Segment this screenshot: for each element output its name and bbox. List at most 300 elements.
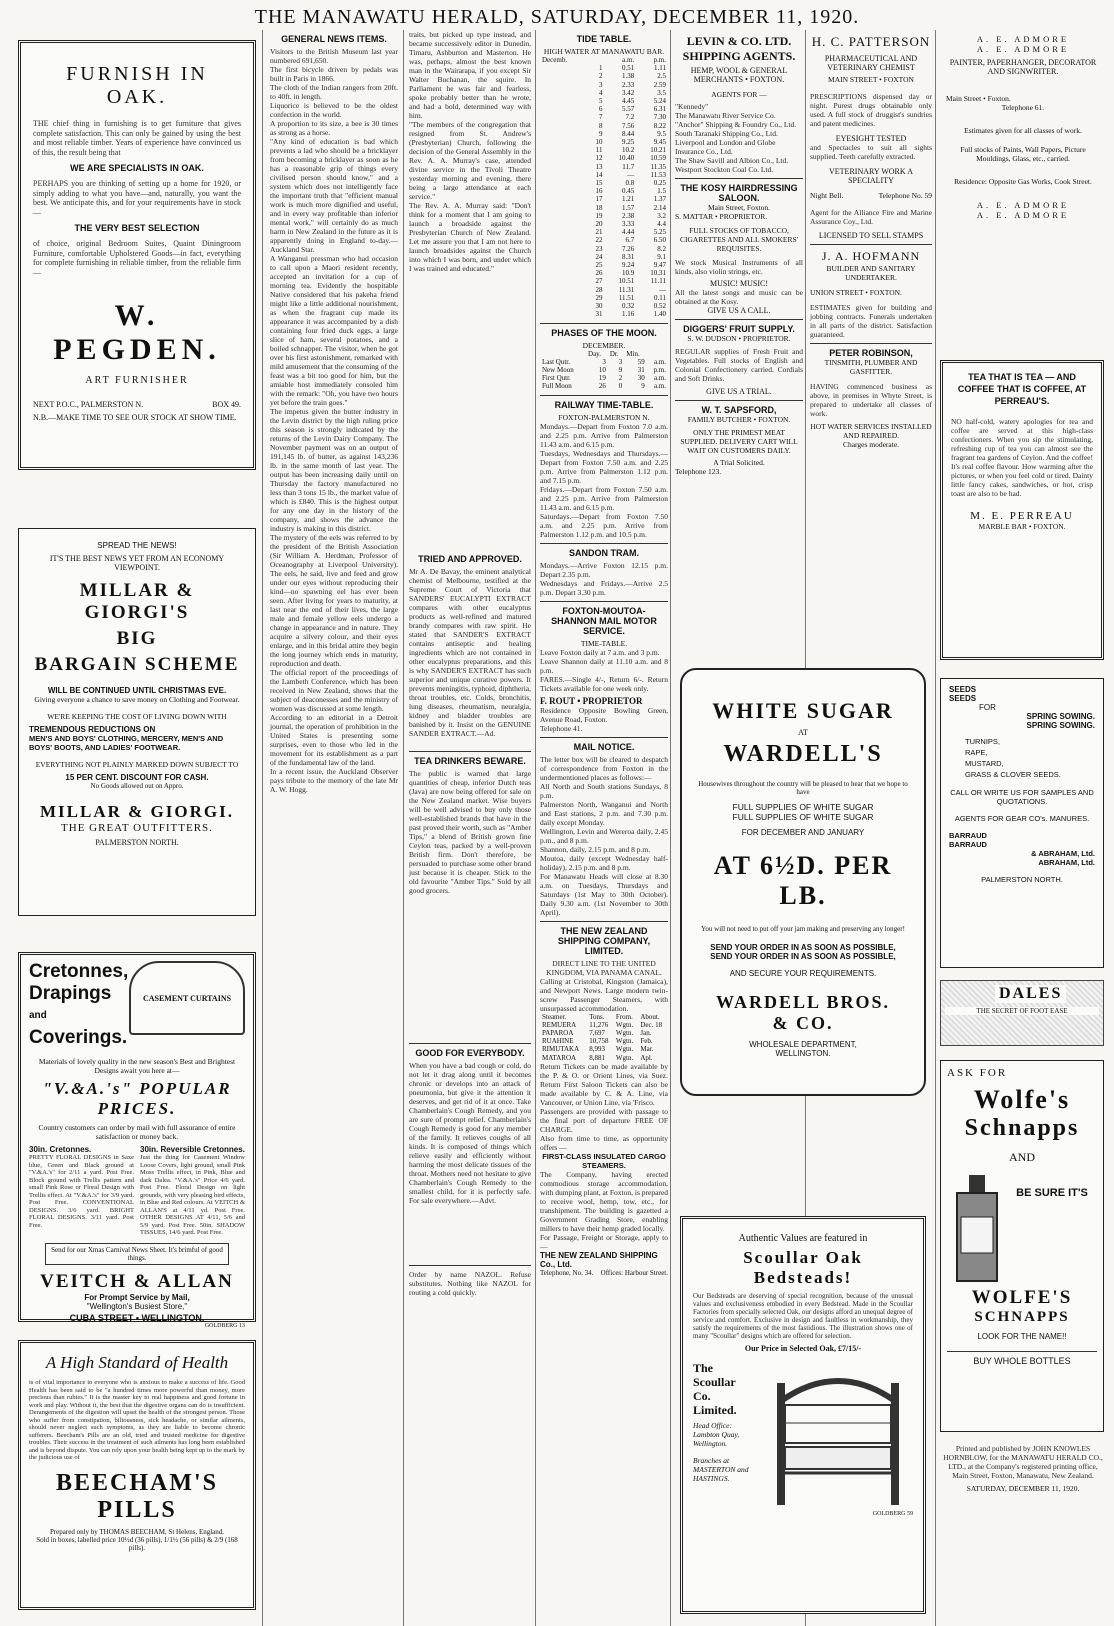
patterson-sub: PHARMACEUTICAL AND VETERINARY CHEMIST <box>824 54 918 72</box>
wardell-town: WELLINGTON. <box>775 1049 831 1058</box>
tide-day: 8 <box>598 121 603 130</box>
moon-cell: a.m. <box>653 382 666 391</box>
tide-am: 0.51 <box>621 64 635 73</box>
levin-agents: AGENTS FOR — <box>711 90 767 99</box>
tide-am: 0.45 <box>621 187 635 196</box>
tide-am: 1.57 <box>621 203 635 212</box>
admore-tel: Telephone 61. <box>1001 103 1045 112</box>
tide-am: 0.32 <box>621 302 635 311</box>
seeds-list: TURNIPS, RAPE, MUSTARD, GRASS & CLOVER SEEDS. <box>965 737 1061 779</box>
veitch-materials: Materials of lovely quality in the new season's Best and Brightest Designs await you here at— <box>38 1057 236 1075</box>
tide-am: 4.45 <box>621 97 635 106</box>
moon-cell: First Qutr. <box>542 374 571 383</box>
kosy-call: GIVE US A CALL. <box>707 306 771 315</box>
scoullar-body: Our Bedsteads are deserving of special recognition, because of the unusual values and exclusiveness embodied in every Bedstead. Made in the Scoullar Factories from specially selected Oak, our designs afford an unequal degree of service and comfort. Exclusive in design and faultless in workmanship, they satisfy the requirements of the most fastidious. The illustration shows one of many "Scoullar" designs which are offered for selection. <box>693 1292 915 1340</box>
tide-pm: 1.11 <box>654 64 666 73</box>
kosy-latest: All the latest songs and music can be obtained at the Kosy. <box>675 288 805 306</box>
veitch-ref: GOLDBERG 13 <box>204 1322 245 1329</box>
moon-row <box>540 366 668 374</box>
moon-cell: 31 <box>637 365 645 374</box>
ship-row <box>540 1054 668 1062</box>
tide-pm: 1.40 <box>653 310 666 319</box>
scoullar-company-block <box>693 1361 755 1511</box>
tide-row <box>540 245 668 253</box>
tide-day: 4 <box>598 88 603 97</box>
patterson-licensed: LICENSED TO SELL STAMPS <box>818 231 924 240</box>
millar-appro: No Goods allowed out on Appro. <box>90 782 184 790</box>
tide-pm: 6.31 <box>653 105 666 114</box>
tide-row <box>540 163 668 171</box>
kosy-address: Main Street, Foxton. <box>707 203 771 212</box>
mail-body: The letter box will be cleared to despatch of correspondence from Foxton in the undermentioned places as follows:— All North and South stations Sundays, 8 p.m. Palmerston North, Wanganui and North and East stations, 2 p.m. and 7.30 p.m. daily except Monday. Wellington, Levin and Wereroa daily, 2.45 p.m., and 8 p.m. Shannon, daily, 2.15 p.m. and 8 p.m. Moutoa, daily (except Wednesday half-holiday), 2.15 p.m. and 8 p.m. For Manawatu Heads will close at 8.30 a.m. on Tuesdays, Thursdays and Saturdays (1st May to 30th October). Daily 9.30 a.m. (1st November to 30th April). <box>540 754 668 917</box>
pegden-best-selection: THE VERY BEST SELECTION <box>74 223 200 233</box>
tide-spacer <box>540 171 587 179</box>
beecham-title: A High Standard of Health <box>45 1353 229 1372</box>
pegden-body: THE chief thing in furnishing is to get furniture that gives complete satisfaction. This can only be gained by using the best and most reliable timber. Years of experience have convinced us of this, the result being that <box>33 119 241 157</box>
tide-am: 5.57 <box>621 105 635 114</box>
wolfe-buy: BUY WHOLE BOTTLES <box>947 1351 1097 1366</box>
sapsford-title: W. T. SAPSFORD, <box>701 405 777 415</box>
tide-spacer <box>540 97 587 105</box>
tide-spacer <box>540 310 587 318</box>
veitch-busiest: "Wellington's Busiest Store," <box>86 1301 188 1311</box>
tea-title: TEA DRINKERS BEWARE. <box>414 756 526 766</box>
tide-row <box>540 277 668 285</box>
veitch-col-text: PRETTY FLORAL DESIGNS in Saxe blue, Green and Black ground at "V.&A.'s" for 2/11 a yard. Post Free. Block ground with Trellis pattern and small Pink Rose or Floral Design with Trellis effect. At "V.&A.'s" for 3/9 yard. Post Free. CONVENTIONAL DESIGNS. 3/6 yard. BRIGHT FLORAL DESIGNS. 3/11 yard. Post Free. <box>29 1154 136 1229</box>
ship-cell: Dec. 18 <box>640 1020 663 1029</box>
beecham-body: is of vital importance to everyone who is anxious to make a success of life. Good Health has been said to be "a hundred times more powerful than money, more precious than rubies." It is the master key to real happiness and good fortune in work and play. Without it, the best that the digestive organs can do is insufficient. Derangements of the digestion will upset the health of the strongest person. Those who suffer from constipation, biliousness, sick headache, or similar ailments, should never neglect such symptoms, as they are liable to become chronic sufferers. Beecham's Pills are an old, tried and trusted medicine for digestive troubles. Their success in the treatment of such ailments has long been established and is beyond dispute. You can rely upon your health being kept up to the mark by the judicious use of <box>29 1379 247 1461</box>
tide-am: 7.26 <box>621 244 635 253</box>
railway-sub: FOXTON-PALMERSTON N. <box>558 412 650 422</box>
tide-spacer <box>540 154 587 162</box>
tried-title: TRIED AND APPROVED. <box>418 554 522 564</box>
seeds-spring: SPRING SOWING. <box>1026 721 1095 730</box>
beecham-advert <box>18 1340 256 1610</box>
veitch-name: VEITCH & ALLAN <box>40 1270 234 1292</box>
motor-title: FOXTON-MOUTOA-SHANNON MAIL MOTOR SERVICE. <box>551 605 657 636</box>
millar-headline: BARGAIN SCHEME <box>34 654 240 675</box>
motor-residence: Residence Opposite Bowling Green, Avenue Road, Foxton. <box>540 705 670 724</box>
scoullar-branches: Branches at MASTERTON and HASTINGS. <box>693 1456 749 1483</box>
robinson-hot: HOT WATER SERVICES INSTALLED AND REPAIRED. <box>810 422 932 440</box>
tide-pm: 9.1 <box>657 252 666 261</box>
diggers-title: DIGGERS' FRUIT SUPPLY. <box>683 324 795 334</box>
tide-pm: 9.45 <box>653 138 666 147</box>
admore-full: Full stocks of Paints, Wall Papers, Picture Mouldings, Glass, etc., carried. <box>960 145 1086 163</box>
tide-pm: 6.50 <box>653 236 666 245</box>
tide-pm: 1.37 <box>653 195 666 204</box>
veitch-columns <box>29 1145 245 1237</box>
tide-day: 26 <box>595 269 603 278</box>
tide-pm: 9.47 <box>653 261 666 270</box>
tide-spacer <box>540 163 587 171</box>
tide-am: 2.38 <box>621 211 635 220</box>
wardell-need: You will not need to put off your jam making and preserving any longer! <box>701 925 905 933</box>
moon-cell: 9 <box>641 382 645 391</box>
pegden-trade: ART FURNISHER <box>85 375 189 386</box>
scoullar-intro: Authentic Values are featured in <box>738 1233 868 1244</box>
tide-spacer <box>540 220 587 228</box>
schnapps-bottle-icon <box>947 1173 1007 1283</box>
wolfe-and: AND <box>1009 1150 1035 1164</box>
dales-advert <box>940 980 1104 1046</box>
moon-row <box>540 358 668 366</box>
seeds-for: FOR <box>979 703 996 712</box>
veitch-allan-advert <box>18 952 256 1329</box>
seeds-agents: AGENTS FOR GEAR CO's. MANURES. <box>954 814 1090 823</box>
tide-day: 2 <box>598 72 603 81</box>
tide-row <box>540 81 668 89</box>
shipping-contact <box>540 1269 668 1277</box>
admore-est: Estimates given for all classes of work. <box>964 126 1082 135</box>
tide-day: 16 <box>595 187 603 196</box>
millar-items: MEN'S AND BOYS' CLOTHING, MERCERY, MEN'S AND BOYS' BOOTS, AND LADIES' FOOTWEAR. <box>29 734 224 752</box>
tide-spacer <box>540 195 587 203</box>
tide-day: 19 <box>595 211 603 220</box>
moon-hr-header: Dr. <box>609 349 619 358</box>
patterson-spect: and Spectacles to suit all sights supplied. Teeth carefully extracted. <box>810 143 934 161</box>
good-title: GOOD FOR EVERYBODY. <box>415 1048 525 1058</box>
tide-spacer <box>540 138 587 146</box>
tide-pm: 3.5 <box>657 88 666 97</box>
tide-spacer <box>540 302 587 310</box>
tide-pm: 8.2 <box>657 244 666 253</box>
tide-pm: 2.59 <box>653 80 666 89</box>
millar-headline: BIG <box>116 628 158 649</box>
beecham-sold: Sold in boxes, labelled price 10½d (36 pills), 1/1½ (56 pills) & 2/9 (168 pills). <box>36 1535 238 1552</box>
column-rule <box>535 30 536 1626</box>
moon-cell: 2 <box>618 374 623 383</box>
column-rule <box>262 30 263 1626</box>
wardell-full: FULL SUPPLIES OF WHITE SUGAR <box>732 802 874 812</box>
tide-spacer <box>540 294 587 302</box>
tide-pm: 3.2 <box>657 211 666 220</box>
shipping-name: THE NEW ZEALAND SHIPPING Co., Ltd. <box>540 1250 658 1269</box>
millar-discount: 15 PER CENT. DISCOUNT FOR CASH. <box>65 773 209 782</box>
tide-am: 11.31 <box>618 285 635 294</box>
tide-row <box>540 286 668 294</box>
robinson-title: PETER ROBINSON, <box>829 348 913 358</box>
seeds-barraud: BARRAUD <box>949 840 987 849</box>
tide-am: 0.8 <box>625 179 635 188</box>
wardell-white: WHITE SUGAR <box>712 698 894 723</box>
pegden-address: NEXT P.O.C., PALMERSTON N. <box>33 400 144 409</box>
tide-am: 8.31 <box>621 252 635 261</box>
tide-spacer <box>540 179 587 187</box>
admore-name: A. E. ADMORE <box>976 44 1070 54</box>
tide-row <box>540 138 668 146</box>
general-news-body: Visitors to the British Museum last year numbered 691,650. The first bicycle driven by pedals was built in Paris in 1866. The cloth of the Indian rangers from 20ft. to 40ft. in length. Liquorice is believed to be the oldest confection in the world. A proportion to its size, a bee is 30 times as strong as a horse. "Any kind of education is bad which prevents a lad who should be a bricklayer from becoming a bricklayer as soon as he has a reasonable grip of things every civilised person should know," and a system which does not intelligently face the important truth that "efficient manual work is much more dignified and useful, and in every way profitable than inferior mental work," will certainly do as much harm in New Zealand in the future as it is apparently doing in England to-day.—Auckland Star. A Wanganui pressman who had occasion to call upon a Maori resident recently, accepted an invitation for a cup of morning tea. Evidently the hospitable Native considered that his pakeha friend might like a little additional nourishment, as when the fragrant cup made its appearance it was accompanied by a dish containing four fried duck eggs, a large slice of ham, several potatoes, and a boiled schnapper. The visitor, when he got over his first astonishment, remarked with mild amusement that the consuming of the feast was a bit too good for him, but the amiable host immediately consoled him with the remark: "Oh, you have two hours yet before the train goes." The impetus given the butter industry in the Levin district by the high ruling price this season is strongly indicated by the returns of the Levin Dairy Company. The November payment was on an output of 191,145 lb. of butter, as against 143,236 lb. in the same month of last year. The output has been increasing daily until on Thursday the factory manufactured no less than 3 tons 15 lb., the market value of which is £840. This is the highest output for any one day in the history of the company, and shows the advance the industry is making in this district. The mystery of the eels was referred to by the president of the British Association (Sir William A. Herdman, Professor of Oceanography at Liverpool University). The eels, he said, live and feed and grow under our eyes without reproducing their kind—no spawning eel has ever been seen. After living for years to maturity, at last near the end of their lives, the large male and female yellow eels undergo a change in appearance and in nature. They acquire a silvery colour, and their eyes enlarge, and in this bridal attire they begin the long journey which ends in maturity, reproduction and death. The official report of the proceedings of the Lambeth Conference, which has been received in New Zealand, shows that the subject of deaconesses and the ministry of women was discussed at some length. According to an editorial in a Detroit journal, the operation of prohibition in the United States is presenting some surprises, even to those who led in the movement for its establishment as a part of the fundamental law of the land. In a recent issue, the Auckland Observer pays tribute to the memory of the late Mr A. W. Hogg. <box>270 47 398 794</box>
news-column-1 <box>270 30 398 1626</box>
tide-row <box>540 204 668 212</box>
tide-day: 25 <box>595 261 603 270</box>
tide-am: 8.44 <box>621 129 635 138</box>
millar-spread: SPREAD THE NEWS! <box>97 541 177 550</box>
seeds-call: CALL OR WRITE US FOR SAMPLES AND QUOTATIONS. <box>950 788 1094 806</box>
tide-day: 23 <box>595 244 603 253</box>
ship-cell: Wgtn. <box>615 1020 634 1029</box>
veitch-street: CUBA STREET • WELLINGTON. <box>69 1312 205 1323</box>
veitch-col-text: Just the thing for Casement Window Loose Covers, light ground, small Pink Moss Trellis effect, in Pink, Blue and dark Dalea. "V.&A.'s" Price 4/6 yard. Post Free. Floral Design on light grounds, with very pleasing bird effects, in Blue and Red colours. At VEITCH & ALLAN'S at 4/11 yd. Post Free. OTHER DESIGNS AT 4/11, 5/6 and 5/9 yard. Post Free. 50in. SHADOW TISSUES, 14/6 yard. Post Free. <box>140 1154 247 1236</box>
tide-day: 31 <box>595 310 603 319</box>
veitch-col-heading: 30in. Cretonnes. <box>29 1145 92 1154</box>
admore-name: A. E. ADMORE <box>976 210 1070 220</box>
wardell-dec: FOR DECEMBER AND JANUARY <box>741 828 865 837</box>
veitch-country: Country customers can order by mail with full assurance of entire satisfaction or money back. <box>38 1123 236 1141</box>
tide-pm: 4.4 <box>657 220 666 229</box>
diggers-body: REGULAR supplies of Fresh Fruit and Vegetables. Full stocks of English and Colonial Confectionery carried. Cordials and Soft Drinks. <box>675 347 805 383</box>
tide-row <box>540 64 668 72</box>
kosy-proprietor: S. MATTAR • PROPRIETOR. <box>675 212 768 221</box>
tide-am: 1.21 <box>621 195 635 204</box>
wardell-price: AT 6½D. PER LB. <box>713 851 893 910</box>
sandon-body: Mondays.—Arrive Foxton 12.15 p.m. Depart 2.35 p.m. Wednesdays and Fridays.—Arrive 2.5 p.m. Depart 3.30 p.m. <box>540 560 668 597</box>
moon-min-header: Min. <box>626 349 640 358</box>
tide-spacer <box>540 72 587 80</box>
scoullar-advert <box>680 1216 926 1614</box>
ship-cell: 8,881 <box>589 1053 605 1062</box>
tide-day: 17 <box>595 195 603 204</box>
ship-cell: RIMUTAKA <box>542 1045 580 1054</box>
beecham-name: BEECHAM'S PILLS <box>55 1469 219 1523</box>
tide-am: 1.38 <box>621 72 635 81</box>
kosy-stock: We stock Musical Instruments of all kinds, also violin strings, etc. <box>675 258 805 276</box>
moon-cell: 0 <box>618 382 623 391</box>
scoullar-head: Head Office: Lambton Quay, Wellington. <box>693 1421 740 1448</box>
tide-row <box>540 302 668 310</box>
right-ads-column <box>940 30 1106 1626</box>
ship-cell: REMUERA <box>542 1020 577 1029</box>
ship-cell: MATAROA <box>542 1053 577 1062</box>
admore-name: A. E. ADMORE <box>976 34 1070 44</box>
tide-pm: — <box>659 285 666 294</box>
ship-row <box>540 1037 668 1045</box>
tide-spacer <box>540 204 587 212</box>
tide-am: 2.33 <box>621 80 635 89</box>
tea-body: The public is warned that large quantities of cheap, inferior Dutch teas (Java) are now being offered for sale on the New Zealand market. Wise buyers will be well advised to buy only those well-established brands that have in the past proved their worth, such as "Amber Tips," a blend of British grown fine Ceylon teas, packed by a well-proven British firm. Don't therefore, be persuaded to purchase some other brand just because it is cheaper. Stick to the old favourite "Amber Tips." Sold by all good grocers. <box>409 769 533 895</box>
seeds-spring: SPRING SOWING. <box>1026 712 1095 721</box>
wardell-whole: WHOLESALE DEPARTMENT, <box>749 1040 857 1049</box>
tide-day: 30 <box>595 302 603 311</box>
pegden-title: FURNISH IN OAK. <box>66 63 208 108</box>
ship-row <box>540 1029 668 1037</box>
tide-row <box>540 130 668 138</box>
scoullar-price: Our Price in Selected Oak, £7/15/- <box>744 1344 862 1353</box>
shipping-return: Return Tickets can be made available by the P. & O. or Orient Lines, via Suez. Return First Saloon Tickets can also be made available by C. & A. Line, via Vancouver, or Union Line, via 'Frisco. Passengers are provided with passage to the final port of departure FREE OF CHARGE. Also from time to time, as opportunity offers — <box>540 1061 668 1152</box>
millar-tag: THE GREAT OUTFITTERS. <box>61 822 213 834</box>
tide-spacer <box>540 146 587 154</box>
moon-cell: 9 <box>618 365 623 374</box>
tide-table <box>540 56 668 319</box>
tide-row <box>540 253 668 261</box>
tide-pm: 1.5 <box>657 187 666 196</box>
hofmann-address: UNION STREET • FOXTON. <box>810 288 902 297</box>
pegden-name: W. PEGDEN. <box>53 299 221 366</box>
wardell-send: SEND YOUR ORDER IN AS SOON AS POSSIBLE, <box>710 952 896 961</box>
tide-pm: 5.25 <box>653 228 666 237</box>
perreau-addr: MARBLE BAR • FOXTON. <box>978 522 1066 531</box>
notices-column <box>540 30 668 1626</box>
tide-pm: 11.11 <box>650 277 666 286</box>
railway-body: Mondays.—Depart from Foxton 7.0 a.m. and 2.25 p.m. Arrive from Palmerston 11.43 a.m. and 6.15 p.m. Tuesdays, Wednesdays and Thursdays.—Depart from Foxton 7.50 a.m. and 2.25 p.m. Arrive from Palmerston 1.12 p.m. and 7.15 p.m. Fridays.—Depart from Foxton 7.50 a.m. and 2.25 p.m. Arrive from Palmerston 11.43 a.m. and 6.15 p.m. Saturdays.—Depart from Foxton 7.50 a.m. and 2.25 p.m. Arrive from Palmerston 1.12 p.m. and 10.5 p.m. <box>540 421 668 539</box>
moon-cell: p.m. <box>653 365 666 374</box>
shipping-table <box>540 1013 668 1062</box>
tide-row <box>540 310 668 318</box>
perreau-name: M. E. PERREAU <box>970 510 1074 522</box>
shipping-company: The Company, having erected commodious storage accommodation, with dumping plant, at Foxton, is prepared to receive wool, hemp, tow, etc., for transhipment. The building is gazetted a Government Grading Store, enabling millers to have their hemp graded locally. <box>540 1169 670 1233</box>
kosy-title: THE KOSY HAIRDRESSING SALOON. <box>680 183 798 203</box>
tide-day: 11 <box>595 146 603 155</box>
wardell-full: FULL SUPPLIES OF WHITE SUGAR <box>732 812 874 822</box>
imprint-date: SATURDAY, DECEMBER 11, 1920. <box>966 1484 1080 1493</box>
tide-spacer <box>540 277 587 285</box>
ship-cell: RUAHINE <box>542 1037 574 1046</box>
tide-spacer <box>540 105 587 113</box>
wolfe-bottle-row <box>947 1173 1097 1283</box>
ship-cell: 7,697 <box>589 1028 605 1037</box>
patterson-body: PRESCRIPTIONS dispensed day or night. Purest drugs obtainable only used. A full stock of druggist's sundries and patent medicines. <box>810 92 934 128</box>
motor-tel: Telephone 41. <box>540 723 583 733</box>
tide-spacer <box>540 81 587 89</box>
millar-headline: MILLAR & GIORGI'S <box>79 580 195 623</box>
tide-row <box>540 122 668 130</box>
wolfe-besure: BE SURE IT'S <box>1016 1187 1088 1199</box>
levin-list: "Kennedy" The Manawatu River Service Co. "Anchor" Shipping & Foundry Co., Ltd. South Taranaki Shipping Co., Ltd. Liverpool and London and Globe Insurance Co., Ltd. The Shaw Savill and Albion Co., Ltd. Westport Stockton Coal Co. Ltd. <box>675 102 797 174</box>
veitch-headline <box>29 961 128 1049</box>
admore-street-row <box>946 94 1100 103</box>
ship-col: From. <box>615 1012 633 1021</box>
seeds-barraud: BARRAUD <box>949 831 987 840</box>
tide-pm: 7.30 <box>653 113 666 122</box>
tide-am: 10.9 <box>621 269 635 278</box>
tide-am: 3.42 <box>621 88 635 97</box>
moon-cell: 59 <box>637 357 645 366</box>
veitch-h1: Cretonnes, <box>29 961 129 982</box>
ship-cell: Wgtn. <box>615 1053 634 1062</box>
tide-spacer <box>540 236 587 244</box>
general-news-title: GENERAL NEWS ITEMS. <box>281 34 387 44</box>
tide-row <box>540 97 668 105</box>
veitch-h3: and <box>29 1010 47 1021</box>
tide-pm: 11.35 <box>650 162 666 171</box>
seeds-l2: SEEDS <box>949 694 977 703</box>
tide-spacer <box>540 269 587 277</box>
tide-row <box>540 261 668 269</box>
admore-advert <box>940 30 1106 338</box>
moon-cell: 19 <box>598 374 606 383</box>
moon-cell: 30 <box>637 374 645 383</box>
tide-am: 11.7 <box>622 162 635 171</box>
tide-spacer <box>540 212 587 220</box>
admore-trade: PAINTER, PAPERHANGER, DECORATOR AND SIGNWRITER. <box>949 58 1097 76</box>
tide-month: Decemb. <box>542 56 568 64</box>
ship-col: Tons. <box>589 1012 605 1021</box>
shipping-direct: DIRECT LINE TO THE UNITED KINGDOM, VIA PANAMA CANAL. <box>546 958 662 977</box>
dales-title: DALES <box>995 985 1066 1003</box>
pegden-specialists: WE ARE SPECIALISTS IN OAK. <box>70 163 204 173</box>
tide-pm: 2.14 <box>653 203 666 212</box>
veitch-header <box>29 961 245 1049</box>
scoullar-co: The Scoullar Co. Limited. <box>693 1361 737 1417</box>
shipping-tel: Telephone, No. 34. <box>540 1268 594 1277</box>
tide-row <box>540 146 668 154</box>
veitch-col <box>140 1145 245 1237</box>
ship-row <box>540 1021 668 1029</box>
millar-giving: Giving everyone a chance to save money on Clothing and Footwear. <box>34 695 240 704</box>
patterson-vet: VETERINARY WORK A SPECIALITY <box>829 167 913 185</box>
motor-body: Leave Foxton daily at 7 a.m. and 3 p.m. Leave Shannon daily at 11.10 a.m. and 8 p.m. FARES.—Single 4/-, Return 6/-. Return Tickets available for one week only. <box>540 647 668 693</box>
news-body: traits, but picked up type instead, and became successively editor in Dunedin, Timaru, Ashburton and Masterton. He was, perhaps, almost the best known man in the Wairarapa, if you except Sir Walter Buchanan, the squire. In Parliament he was fair and fearless, spoke probably better than he wrote, and had a bold, determined way with him. "The members of the congregation that resigned from St. Andrew's (Presbyterian) Church, following the decision of the General Assembly in the Rev. A. A. Murray's case, attended divine service in the Tivoli Theatre yesterday morning and evening, there being a large attendance at each service." The Rev. A. A. Murray said: "Don't think for a moment that I am going to launch a broadside against the Presbyterian Church of New Zealand. Let me assure you that I am not here to launch broadsides against the Church into which I was born, and under which I was trained and educated." <box>409 30 531 273</box>
hofmann-title: J. A. HOFMANN <box>821 249 921 263</box>
column-rule <box>403 30 404 1626</box>
pegden-address-row <box>33 400 241 409</box>
perreau-title: TEA THAT IS TEA — AND COFFEE THAT IS COFFEE, AT PERREAU'S. <box>957 372 1087 406</box>
pegden-body: PERHAPS you are thinking of setting up a home for 1920, or simply adding to what you have—and, naturally, you want the best. We anticipate this, and for your requirements have in stock — <box>33 179 241 217</box>
tide-day: 3 <box>598 80 603 89</box>
millar-town: PALMERSTON NORTH. <box>95 838 179 847</box>
tide-day: 18 <box>595 203 603 212</box>
tide-pm: 5.24 <box>653 97 666 106</box>
patterson-tel: Telephone No. 59 <box>878 191 932 200</box>
tide-day: 5 <box>598 97 603 106</box>
imprint-body: Printed and published by JOHN KNOWLES HORNBLOW, for the MANAWATU HERALD CO., LTD., at the Company's registered printing office, Main Street, Foxton, Manawatu, New Zealand. <box>943 1444 1105 1480</box>
ship-cell: 10,758 <box>589 1037 609 1046</box>
tide-spacer <box>540 228 587 236</box>
veitch-mail: For Prompt Service by Mail, <box>84 1292 190 1302</box>
pegden-note: N.B.—MAKE TIME TO SEE OUR STOCK AT SHOW TIME. <box>33 413 237 422</box>
tide-row <box>540 236 668 244</box>
tide-row <box>540 220 668 228</box>
moon-day-header: Day. <box>588 349 601 358</box>
millar-tremendous: TREMENDOUS REDUCTIONS ON <box>29 725 156 734</box>
sapsford-trial: A Trial Solicited. <box>713 458 765 467</box>
millar-keeping: WE'RE KEEPING THE COST OF LIVING DOWN WITH <box>47 712 227 721</box>
seeds-advert <box>940 678 1104 968</box>
seeds-town: PALMERSTON NORTH. <box>981 875 1063 884</box>
tide-row <box>540 154 668 162</box>
veitch-col-heading: 30in. Reversible Cretonnes. <box>140 1145 245 1154</box>
seeds-l1: SEEDS <box>949 685 977 694</box>
wardell-send: SEND YOUR ORDER IN AS SOON AS POSSIBLE, <box>710 943 896 952</box>
tide-am: 11.51 <box>618 293 635 302</box>
robinson-body: HAVING commenced business as above, in premises in Whyte Street, is prepared to undertake all classes of work. <box>810 382 934 418</box>
tide-row <box>540 105 668 113</box>
tide-row <box>540 72 668 80</box>
tide-pm: 0.25 <box>653 179 666 188</box>
tide-day: 9 <box>598 129 603 138</box>
admore-name: A. E. ADMORE <box>976 200 1070 210</box>
motor-sub: TIME-TABLE. <box>580 638 628 648</box>
tide-day: 1 <box>598 64 603 73</box>
mail-title: MAIL NOTICE. <box>573 741 635 752</box>
tide-am: 1.16 <box>621 310 635 319</box>
shipping-title: THE NEW ZEALAND SHIPPING COMPANY, LIMITED. <box>557 925 651 956</box>
tide-pm: 2.5 <box>657 72 666 81</box>
wardell-name: WARDELL'S <box>723 741 883 767</box>
millar-best-news: IT'S THE BEST NEWS YET FROM AN ECONOMY VIEWPOINT. <box>49 554 225 572</box>
moon-cell: 3 <box>602 357 606 366</box>
tide-pm: 0.11 <box>654 293 666 302</box>
scoullar-title: Scoullar Oak Bedsteads! <box>743 1248 863 1287</box>
ship-col: Steamer. <box>542 1012 567 1021</box>
wolfe-advert <box>940 1060 1104 1432</box>
news-column-2 <box>409 30 531 1626</box>
wolfe-label: WOLFE'S <box>971 1287 1073 1308</box>
sapsford-body: ONLY THE PRIMEST MEAT SUPPLIED. DELIVERY CART WILL WAIT ON CUSTOMERS DAILY. <box>680 428 798 455</box>
tide-pm: 11.53 <box>650 170 666 179</box>
moon-row <box>540 374 668 382</box>
veitch-col <box>29 1145 134 1237</box>
